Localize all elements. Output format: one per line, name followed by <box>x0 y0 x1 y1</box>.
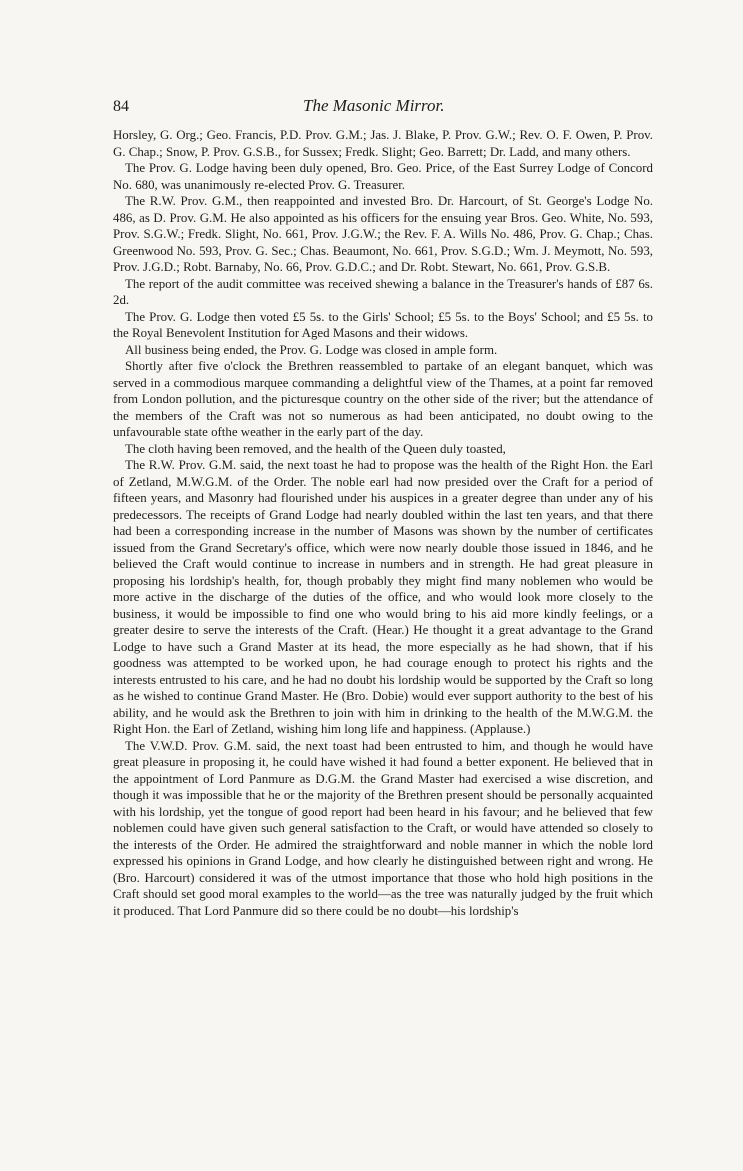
paragraph-panmure-toast: The V.W.D. Prov. G.M. said, the next toast had been entrusted to him, and though he would have great pleasure in proposing it, he could have wished it had found a better exponent. He believed that in the appointment of Lord Panmure as D.G.M. the Grand Master had exercised a wise discretion, and though it was impossible that he or the majority of the Brethren present should be personally acquainted with his lordship, yet the tongue of good report had been heard in his favour; and he believed that few noblemen could have given such general satisfaction to the Craft, or would have attended so closely to the interests of the Order. He admired the straightforward and noble manner in which the noble lord expressed his opinions in Grand Lodge, and how clearly he distinguished between right and wrong. He (Bro. Harcourt) considered it was of the utmost importance that those who hold high positions in the Craft should set good moral examples to the world—as the tree was naturally judged by the fruit which it produced. That Lord Panmure did so there could be no doubt—his lordship's <box>113 738 653 918</box>
paragraph-attendees: Horsley, G. Org.; Geo. Francis, P.D. Prov. G.M.; Jas. J. Blake, P. Prov. G.W.; Rev. O. F. Owen, P. Prov. G. Chap.; Snow, P. Prov. G.S.B., for Sussex; Fredk. Slight; Geo. Barrett; Dr. Ladd, and many others. <box>113 128 653 159</box>
body-text <box>113 127 653 919</box>
paragraph-officer-appointments: The R.W. Prov. G.M., then reappointed and invested Bro. Dr. Harcourt, of St. George's Lodge No. 486, as D. Prov. G.M. He also appointed as his officers for the ensuing year Bros. Geo. White, No. 593, Prov. S.G.W.; Fredk. Slight, No. 661, Prov. J.G.W.; the Rev. F. A. Wills No. 486, Prov. G. Chap.; Chas. Greenwood No. 593, Prov. G. Sec.; Chas. Beaumont, No. 661, Prov. S.G.D.; Wm. J. Meymott, No. 593, Prov. J.G.D.; Robt. Barnaby, No. 66, Prov. G.D.C.; and Dr. Robt. Stewart, No. 661, Prov. G.S.B. <box>113 194 653 274</box>
paragraph-lodge-closed: All business being ended, the Prov. G. Lodge was closed in ample form. <box>125 342 498 357</box>
paragraph-banquet: Shortly after five o'clock the Brethren reassembled to partake of an elegant banquet, which was served in a commodious marquee commanding a delightful view of the Thames, at a point far removed from London pollution, and the picturesque country on the other side of the river; but the attendance of the members of the Craft was not so numerous as had been anticipated, no doubt owing to the unfavourable state ofthe weather in the early part of the day. <box>113 359 653 439</box>
paragraph-treasurer-election: The Prov. G. Lodge having been duly opened, Bro. Geo. Price, of the East Surrey Lodge of Concord No. 680, was unanimously re-elected Prov. G. Treasurer. <box>113 161 653 192</box>
paragraph-audit-report: The report of the audit committee was received shewing a balance in the Treasurer's hands of £87 6s. 2d. <box>113 276 653 307</box>
running-title: The Masonic Mirror. <box>303 96 445 115</box>
page-header <box>113 96 653 122</box>
paragraph-donations: The Prov. G. Lodge then voted £5 5s. to the Girls' School; £5 5s. to the Boys' School; and £5 5s. to the Royal Benevolent Institution for Aged Masons and their widows. <box>113 309 653 340</box>
paragraph-queen-toast: The cloth having been removed, and the health of the Queen duly toasted, <box>125 441 506 456</box>
page-number: 84 <box>113 98 129 115</box>
paragraph-zetland-toast: The R.W. Prov. G.M. said, the next toast he had to propose was the health of the Right Hon. the Earl of Zetland, M.W.G.M. of the Order. The noble earl had now presided over the Craft for a period of fifteen years, and Masonry had flourished under his auspices in a greater degree than under any of his predecessors. The receipts of Grand Lodge had nearly doubled within the last ten years, and that there had been a corresponding increase in the number of Masons was shown by the number of certificates issued from the Grand Secretary's office, which were now nearly double those issued in 1846, and he believed the Craft would continue to increase in numbers and in strength. He had great pleasure in proposing his lordship's health, for, though probably they might find many noblemen who would be more active in the discharge of the duties of the office, and who would look more closely to the business, it would be impossible to find one who would bring to his aid more kindly feelings, or a greater desire to serve the interests of the Craft. (Hear.) He thought it a great advantage to the Grand Lodge to have such a Grand Master at its head, the more especially as he had shown, that if his goodness was attempted to be worked upon, he had courage enough to protect his rights and the interests entrusted to his care, and he had no doubt his lordship would be supported by the Craft so long as he wished to continue Grand Master. He (Bro. Dobie) would ever support authority to the best of his ability, and he would ask the Brethren to join with him in drinking to the health of the M.W.G.M. the Right Hon. the Earl of Zetland, wishing him long life and happiness. (Applause.) <box>113 458 653 736</box>
